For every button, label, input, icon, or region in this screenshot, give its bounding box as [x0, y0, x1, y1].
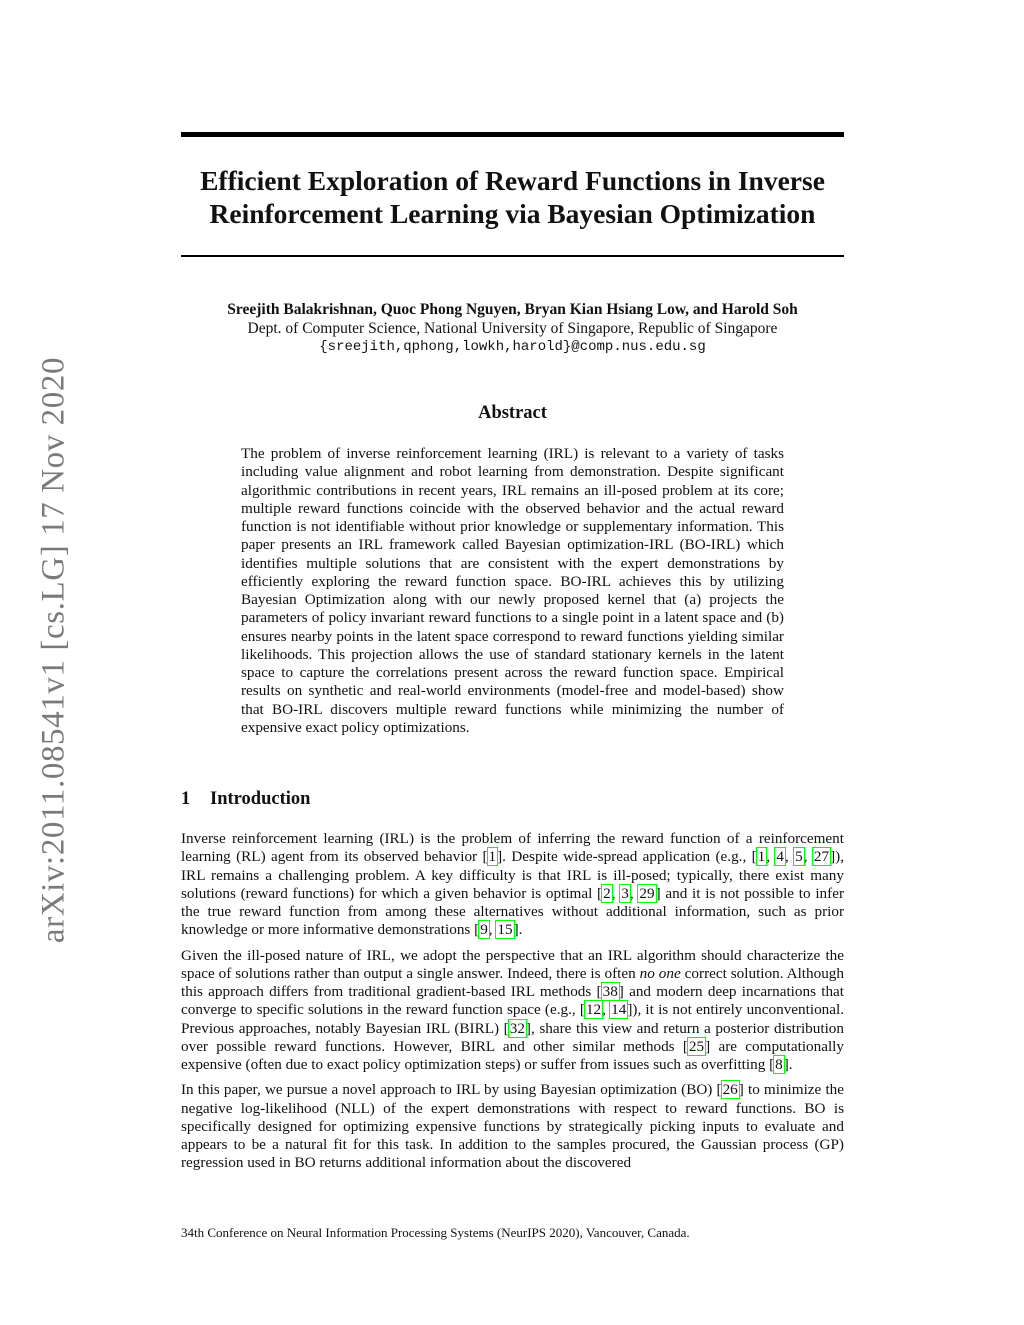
text-run: ,	[785, 848, 795, 866]
title-line-2: Reinforcement Learning via Bayesian Optimization	[209, 198, 816, 229]
citation-link[interactable]: 8	[775, 1056, 783, 1073]
text-run: ] are computationally expensive (often due to exact policy optimization steps) or suffer from issues such as overfitting [	[181, 1037, 844, 1073]
citation-link[interactable]: 4	[776, 848, 785, 866]
text-run: ].	[783, 1056, 793, 1073]
author-block	[181, 300, 844, 357]
citation-link[interactable]: 25	[688, 1037, 705, 1055]
text-run: ,	[766, 848, 776, 866]
author-names: Sreejith Balakrishnan, Quoc Phong Nguyen, Bryan Kian Hsiang Low, and Harold Soh	[227, 301, 798, 318]
citation-link[interactable]: 3	[621, 884, 629, 902]
text-run: ,	[611, 884, 621, 902]
citation-link[interactable]: 15	[497, 921, 513, 939]
citation-link[interactable]: 1	[488, 848, 497, 866]
paragraph	[181, 1081, 844, 1172]
introduction-body	[181, 830, 844, 1180]
text-run: Inverse reinforcement learning (IRL) is the problem of inferring the reward function of a reinforcement learning (RL) agent from its observed behavior [	[181, 830, 844, 866]
text-run: ,	[629, 884, 639, 902]
citation-link[interactable]: 14	[611, 1001, 627, 1019]
citation-link[interactable]: 38	[602, 983, 618, 1000]
text-run: correct solution. Although this approach differs from traditional gradient-based IRL methods [	[181, 964, 844, 1000]
text-run: ]. Despite wide-spread application (e.g., [	[497, 848, 757, 866]
paper-title	[181, 164, 844, 230]
author-emails: {sreejith,qphong,lowkh,harold}@comp.nus.edu.sg	[319, 339, 706, 355]
emphasized-text: no one	[639, 964, 681, 982]
section-title: Introduction	[210, 789, 311, 809]
conference-footnote: 34th Conference on Neural Information Processing Systems (NeurIPS 2020), Vancouver, Canada.	[181, 1225, 690, 1240]
text-run: ,	[488, 921, 497, 939]
arxiv-identifier-stamp: arXiv:2011.08541v1 [cs.LG] 17 Nov 2020	[35, 356, 72, 944]
citation-link[interactable]: 26	[722, 1081, 738, 1099]
text-run: ] to minimize the negative log-likelihood (NLL) of the expert demonstrations with respect to reward functions. BO is specifically designed for optimizing expensive functions by strategically picking inputs to evaluate and appears to be a natural fit for this task. In addition to the samples procured, the Gaussian process (GP) regression used in BO returns additional information about the discovered	[181, 1081, 844, 1172]
text-run: ,	[602, 1001, 611, 1019]
title-bottom-rule	[181, 255, 844, 257]
citation-link[interactable]: 9	[480, 921, 488, 939]
citation-link[interactable]: 32	[509, 1019, 525, 1037]
citation-link[interactable]: 12	[585, 1001, 602, 1019]
text-run: ]), it is not entirely unconventional. Previous approaches, notably Bayesian IRL (BIRL) [	[181, 1001, 845, 1037]
citation-link[interactable]: 29	[639, 884, 655, 902]
text-run: Given the ill-posed nature of IRL, we adopt the perspective that an IRL algorithm should characterize the space of solutions rather than output a single answer. Indeed, there is often	[181, 946, 844, 982]
author-affiliation: Dept. of Computer Science, National University of Singapore, Republic of Singapore	[247, 320, 778, 337]
citation-link[interactable]: 1	[757, 848, 766, 866]
citation-link[interactable]: 5	[795, 848, 803, 866]
paragraph	[181, 830, 844, 940]
abstract-text: The problem of inverse reinforcement learning (IRL) is relevant to a variety of tasks including value alignment and robot learning from demonstration. Despite significant algorithmic contributions in recent years, IRL remains an ill-posed problem at its core; multiple reward functions coincide with the observed behavior and the actual reward function is not identifiable without prior knowledge or supplementary information. This paper presents an IRL framework called Bayesian optimization-IRL (BO-IRL) which identifies multiple solutions that are consistent with the expert demonstrations by efficiently exploring the reward function space. BO-IRL achieves this by utilizing Bayesian Optimization along with our newly proposed kernel that (a) projects the parameters of policy invariant reward functions to a single point in a latent space and (b) ensures nearby points in the latent space correspond to reward functions yielding similar likelihoods. This projection allows the use of standard stationary kernels in the latent space to capture the correlations present across the reward function space. Empirical results on synthetic and real-world environments (model-free and model-based) show that BO-IRL discovers multiple reward functions while minimizing the number of expensive exact policy optimizations.	[241, 445, 784, 736]
title-line-1: Efficient Exploration of Reward Functions in Inverse	[200, 165, 825, 196]
text-run: ] and it is not possible to infer the true reward function from among these alternatives without additional information, such as prior knowledge or more informative demonstrations [	[181, 884, 845, 939]
text-run: ]), IRL remains a challenging problem. A key difficulty is that IRL is ill-posed; typically, there exist many solutions (reward functions) for which a given behavior is optimal [	[181, 848, 845, 902]
title-top-rule	[181, 132, 844, 137]
section-heading-introduction	[181, 789, 310, 810]
abstract-heading: Abstract	[478, 403, 547, 423]
text-run: ], share this view and return a posterior distribution over possible reward functions. However, BIRL and other similar methods [	[181, 1019, 844, 1055]
text-run: ] and modern deep incarnations that converge to specific solutions in the reward function space (e.g., [	[181, 983, 844, 1019]
text-run: ].	[513, 921, 523, 939]
paragraph	[181, 947, 844, 1075]
text-run: In this paper, we pursue a novel approach to IRL by using Bayesian optimization (BO) [	[181, 1081, 722, 1099]
section-number: 1	[181, 789, 191, 809]
citation-link[interactable]: 2	[603, 884, 611, 902]
text-run: ,	[803, 848, 813, 866]
citation-link[interactable]: 27	[813, 848, 830, 866]
